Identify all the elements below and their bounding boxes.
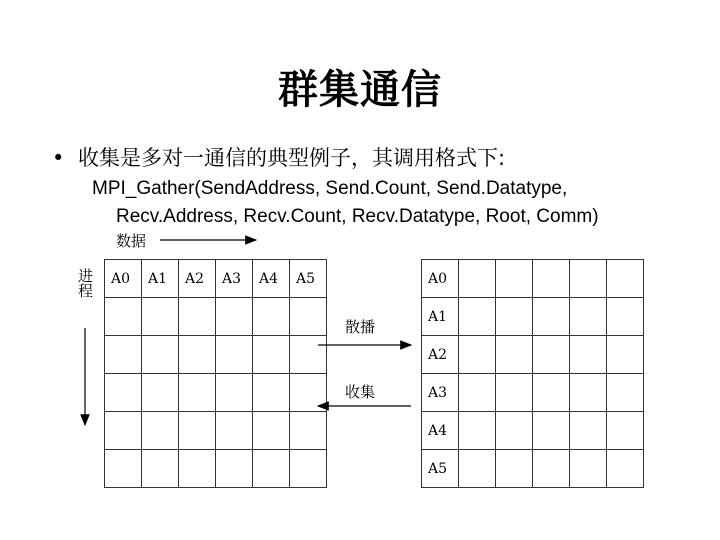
grid-cell: A1 <box>142 260 179 298</box>
scatter-label: 散播 <box>345 318 376 336</box>
slide-title: 群集通信 <box>278 66 442 113</box>
bullet-dot: • <box>52 146 65 170</box>
code-line-2: Recv.Address, Recv.Count, Recv.Datatype, Root, Comm) <box>116 206 599 227</box>
bullet-text: 收集是多对一通信的典型例子，其调用格式下: <box>78 146 506 170</box>
grid-cell: A0 <box>422 260 459 298</box>
grid-cell: A3 <box>422 374 459 412</box>
grid-cell: A4 <box>253 260 290 298</box>
grid-cell: A2 <box>179 260 216 298</box>
grid-cell: A2 <box>422 336 459 374</box>
gather-label: 收集 <box>345 383 376 401</box>
code-line-1: MPI_Gather(SendAddress, Send.Count, Send.Datatype, <box>92 178 568 199</box>
process-axis-label: 进程 <box>76 268 94 298</box>
grid-cell: A3 <box>216 260 253 298</box>
grid-cell: A5 <box>422 450 459 488</box>
data-axis-label: 数据 <box>116 232 147 250</box>
grid-cell: A0 <box>105 260 142 298</box>
grid-cell: A5 <box>290 260 327 298</box>
grid-cell: A1 <box>422 298 459 336</box>
grid-cell: A4 <box>422 412 459 450</box>
